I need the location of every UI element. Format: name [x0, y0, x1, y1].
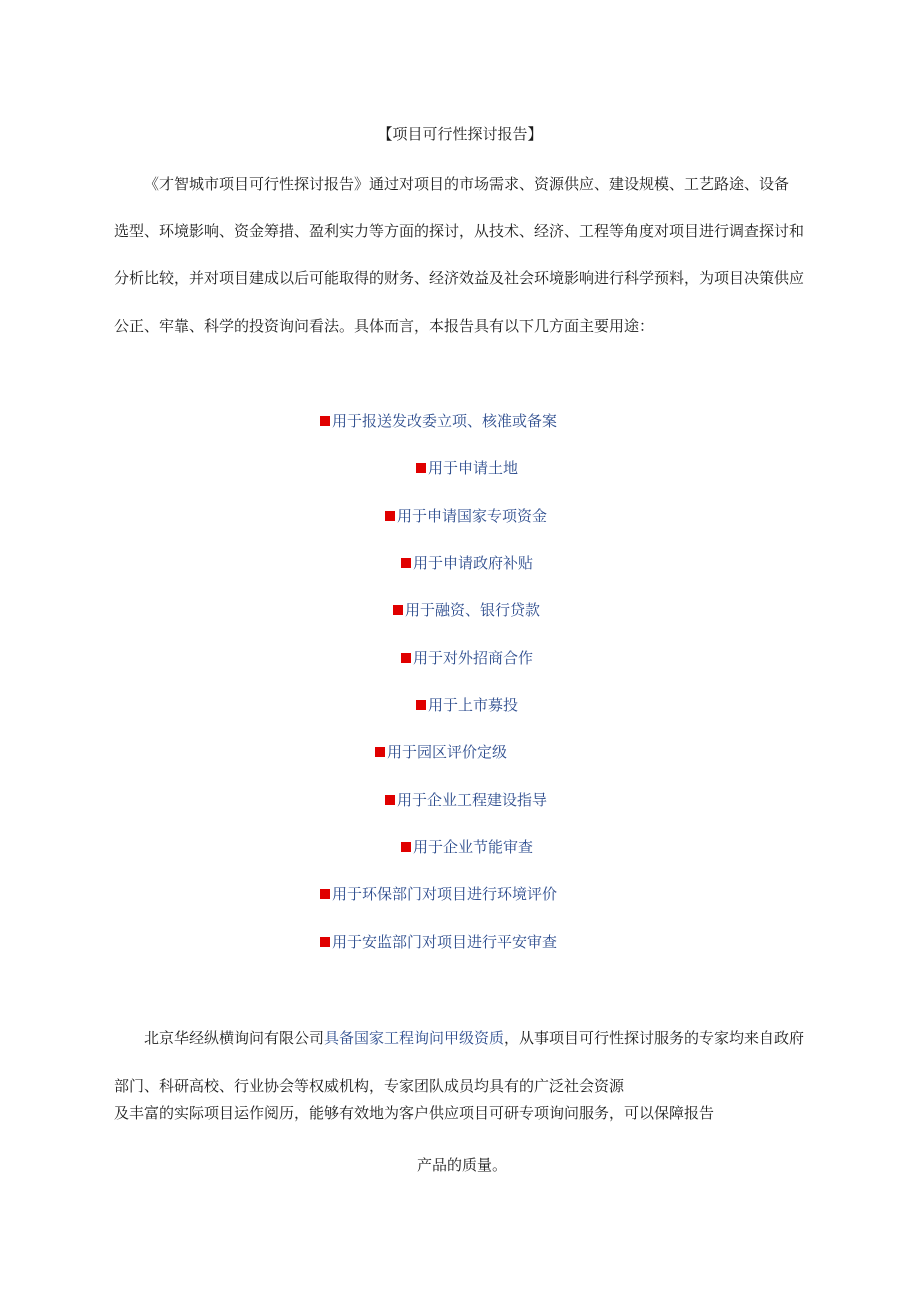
red-square-bullet-icon	[416, 463, 426, 473]
company-line-tail: ，从事项目可行性探讨服务的专家均来自政府	[504, 1029, 805, 1047]
usage-label: 用于申请土地	[428, 459, 519, 477]
red-square-bullet-icon	[375, 747, 385, 757]
usage-item	[320, 884, 557, 904]
usage-label: 用于企业工程建设指导	[397, 791, 548, 809]
company-name: 北京华经纵横询问有限公司	[144, 1029, 325, 1047]
usage-item	[385, 506, 547, 526]
usage-label: 用于申请政府补贴	[413, 554, 534, 572]
usage-item	[375, 742, 507, 762]
company-line	[144, 1028, 804, 1048]
intro-line: 《才智城市项目可行性探讨报告》通过对项目的市场需求、资源供应、建设规模、工艺路途、设备	[144, 175, 790, 193]
usage-item	[416, 695, 518, 715]
intro-line: 分析比较，并对项目建成以后可能取得的财务、经济效益及社会环境影响进行科学预料，为项目决策供应	[114, 269, 805, 287]
usage-item	[401, 553, 533, 573]
usage-label: 用于安监部门对项目进行平安审查	[332, 933, 558, 951]
usage-label: 用于对外招商合作	[413, 649, 534, 667]
usage-item	[416, 458, 518, 478]
qualification-highlight: 具备国家工程询问甲级资质	[324, 1029, 505, 1047]
company-line: 部门、科研高校、行业协会等权威机构，专家团队成员均具有的广泛社会资源	[114, 1077, 625, 1095]
red-square-bullet-icon	[393, 605, 403, 615]
red-square-bullet-icon	[401, 842, 411, 852]
intro-line: 选型、环境影响、资金筹措、盈利实力等方面的探讨，从技术、经济、工程等角度对项目进行调查探讨和	[114, 222, 805, 240]
red-square-bullet-icon	[320, 937, 330, 947]
usage-item	[393, 600, 540, 620]
red-square-bullet-icon	[320, 889, 330, 899]
company-line: 及丰富的实际项目运作阅历，能够有效地为客户供应项目可研专项询问服务，可以保障报告	[114, 1104, 715, 1122]
red-square-bullet-icon	[320, 416, 330, 426]
red-square-bullet-icon	[401, 558, 411, 568]
usage-item	[401, 837, 533, 857]
usage-item	[320, 932, 557, 952]
usage-item	[401, 648, 533, 668]
usage-label: 用于园区评价定级	[387, 743, 508, 761]
red-square-bullet-icon	[385, 511, 395, 521]
usage-label: 用于报送发改委立项、核准或备案	[332, 412, 558, 430]
report-title: 【项目可行性探讨报告】	[377, 125, 543, 143]
usage-label: 用于环保部门对项目进行环境评价	[332, 885, 558, 903]
company-line: 产品的质量。	[417, 1156, 508, 1174]
intro-line: 公正、牢靠、科学的投资询问看法。具体而言，本报告具有以下几方面主要用途：	[114, 317, 655, 335]
usage-label: 用于申请国家专项资金	[397, 507, 548, 525]
red-square-bullet-icon	[401, 653, 411, 663]
usage-item	[385, 790, 547, 810]
usage-label: 用于融资、银行贷款	[405, 601, 541, 619]
usage-item	[320, 411, 557, 431]
red-square-bullet-icon	[416, 700, 426, 710]
red-square-bullet-icon	[385, 795, 395, 805]
usage-label: 用于上市募投	[428, 696, 519, 714]
usage-label: 用于企业节能审查	[413, 838, 534, 856]
